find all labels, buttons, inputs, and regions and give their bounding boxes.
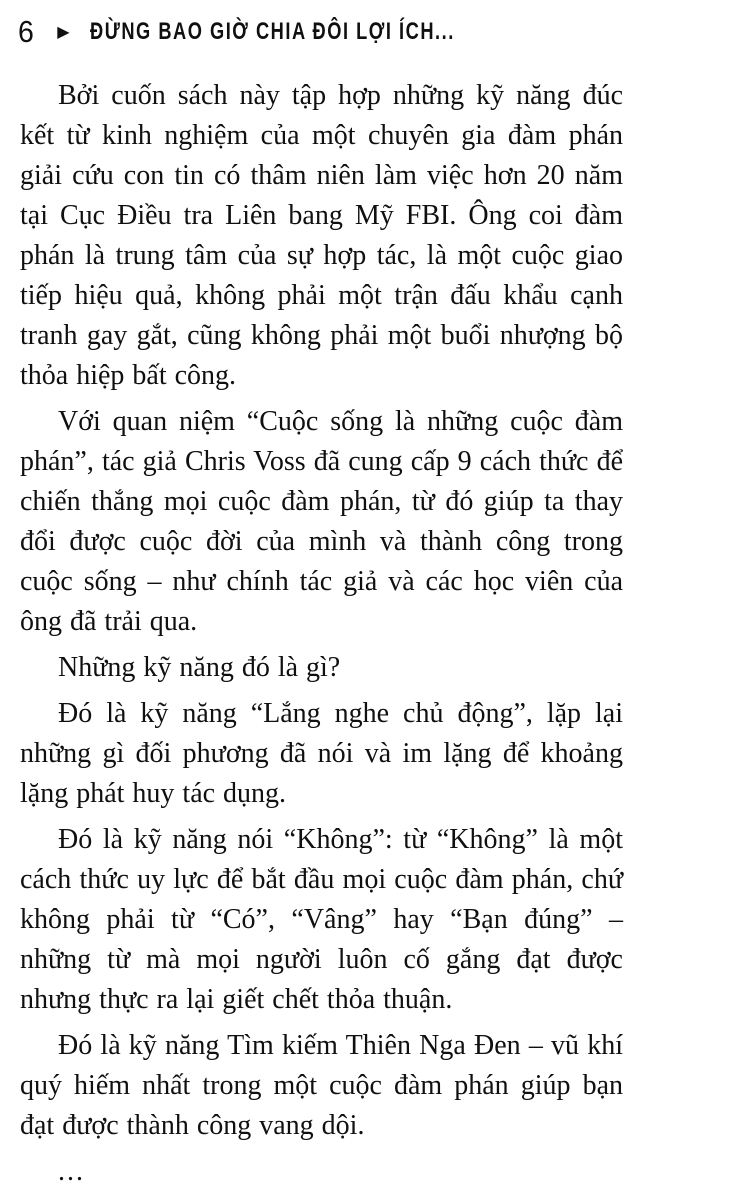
body-paragraph: Đó là kỹ năng “Lắng nghe chủ động”, lặp lại những gì đối phương đã nói và im lặng để khoảng lặng phát huy tác dụng.: [20, 698, 623, 809]
ellipsis-paragraph: ...: [58, 1156, 85, 1187]
running-head-title: ĐỪNG BAO GIỜ CHIA ĐÔI LỢI ÍCH...: [89, 17, 455, 45]
body-paragraph: Đó là kỹ năng Tìm kiếm Thiên Nga Đen – vũ khí quý hiếm nhất trong một cuộc đàm phán giúp bạn đạt được thành công vang dội.: [20, 1030, 623, 1141]
page-number: 6: [18, 13, 34, 49]
page-body: [20, 76, 623, 1198]
body-paragraph: Đó là kỹ năng nói “Không”: từ “Không” là một cách thức uy lực để bắt đầu mọi cuộc đàm phán, chứ không phải từ “Có”, “Vâng” hay “Bạn đúng” – những từ mà mọi người luôn cố gắng đạt được nhưng thực ra lại giết chết thỏa thuận.: [20, 824, 623, 1015]
triangle-bullet-icon: ▶: [57, 22, 70, 41]
body-paragraph: Những kỹ năng đó là gì?: [58, 652, 341, 683]
running-header: [18, 13, 570, 49]
body-paragraph: Bởi cuốn sách này tập hợp những kỹ năng đúc kết từ kinh nghiệm của một chuyên gia đàm phán giải cứu con tin có thâm niên làm việc hơn 20 năm tại Cục Điều tra Liên bang Mỹ FBI. Ông coi đàm phán là trung tâm của sự hợp tác, là một cuộc giao tiếp hiệu quả, không phải một trận đấu khẩu cạnh tranh gay gắt, cũng không phải một buổi nhượng bộ thỏa hiệp bất công.: [20, 80, 623, 391]
body-paragraph: Với quan niệm “Cuộc sống là những cuộc đàm phán”, tác giả Chris Voss đã cung cấp 9 cách thức để chiến thắng mọi cuộc đàm phán, từ đó giúp ta thay đổi được cuộc đời của mình và thành công trong cuộc sống – như chính tác giả và các học viên của ông đã trải qua.: [20, 406, 623, 637]
